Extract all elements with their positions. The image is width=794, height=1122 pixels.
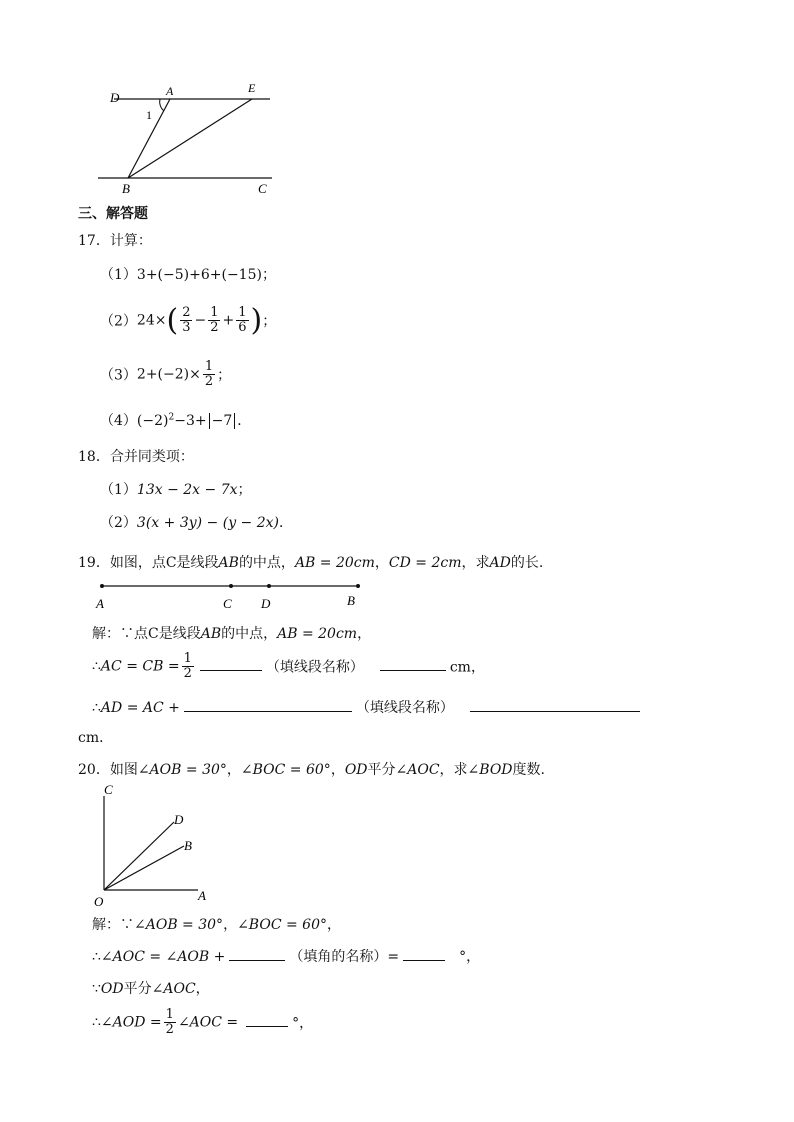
q20-solution-line1: 解：∵∠AOB = 30°，∠BOC = 60°， <box>92 917 341 933</box>
q20-stem: 20．如图∠AOB = 30°，∠BOC = 60°，OD平分∠AOC，求∠BOD度数. <box>78 762 545 778</box>
label-C: C <box>258 181 267 196</box>
label-A: A <box>166 84 174 98</box>
q18-part1: （1）13x − 2x − 7x； <box>100 482 252 498</box>
angle-1-arc <box>160 99 164 111</box>
ray-OD <box>104 822 174 890</box>
q19-solution-line2: ∴AC = CB = $\frac{1}{2}$ （填线段名称） cm， <box>92 651 485 681</box>
point-C <box>229 584 233 588</box>
label-C: C <box>104 782 113 797</box>
label-B: B <box>347 593 355 608</box>
parallel-lines-figure <box>90 75 290 200</box>
label-B: B <box>184 838 192 853</box>
segment-figure <box>90 578 370 614</box>
q20-solution-line4: ∴∠AOD = $\frac{1}{2}$ ∠AOC = °， <box>92 1007 314 1037</box>
q17-part4: $(4)(-2)^2-3+ -7$ ． <box>100 412 252 429</box>
label-A: A <box>96 596 104 611</box>
label-D: D <box>174 812 184 827</box>
blank-length[interactable] <box>470 710 640 712</box>
q18-part2: （2）3(x + 3y) − (y − 2x)． <box>100 515 293 531</box>
q20-solution-line2: ∴∠AOC = ∠AOB + （填角的名称）= °， <box>92 949 481 965</box>
label-D: D <box>261 596 271 611</box>
label-angle-1: 1 <box>146 108 152 122</box>
q17-part3: （3）2+(−2)× $\frac{1}{2}$ ； <box>100 359 232 389</box>
point-D <box>267 584 271 588</box>
label-A: A <box>198 888 206 903</box>
label-C: C <box>223 596 232 611</box>
blank-segment-name[interactable] <box>200 669 262 671</box>
q17-part1: （1）3+(−5)+6+(−15)； <box>100 267 276 283</box>
blank-angle-name[interactable] <box>229 959 285 961</box>
blank-segment-name[interactable] <box>184 710 352 712</box>
label-B: B <box>122 181 130 196</box>
section-title: 三、解答题 <box>78 206 148 222</box>
q20-solution-line3: ∵OD平分∠AOC， <box>92 981 210 997</box>
label-E: E <box>248 81 256 95</box>
ray-OB <box>104 846 184 890</box>
q17-title: 17．计算： <box>78 233 152 249</box>
angle-figure <box>90 780 220 910</box>
blank-length[interactable] <box>380 669 446 671</box>
q17-part2: （2）24×( $\frac{2}{3}$ − $\frac{1}{2}$ + $\frac{1}{6}$ )； <box>100 303 277 338</box>
q19-solution-line1: 解：∵点C是线段AB的中点，AB = 20cm， <box>92 626 372 642</box>
blank-aod-value[interactable] <box>246 1025 288 1027</box>
label-D: D <box>110 90 120 105</box>
q19-unit: cm． <box>78 730 114 746</box>
point-B <box>356 584 360 588</box>
q19-stem: 19．如图，点C是线段AB的中点，AB = 20cm，CD = 2cm，求AD的长. <box>78 555 544 571</box>
q18-title: 18．合并同类项： <box>78 449 194 465</box>
point-A <box>100 584 104 588</box>
label-O: O <box>94 894 104 909</box>
q19-solution-line3: ∴AD = AC + （填线段名称） <box>92 697 644 717</box>
blank-angle-value[interactable] <box>403 959 445 961</box>
